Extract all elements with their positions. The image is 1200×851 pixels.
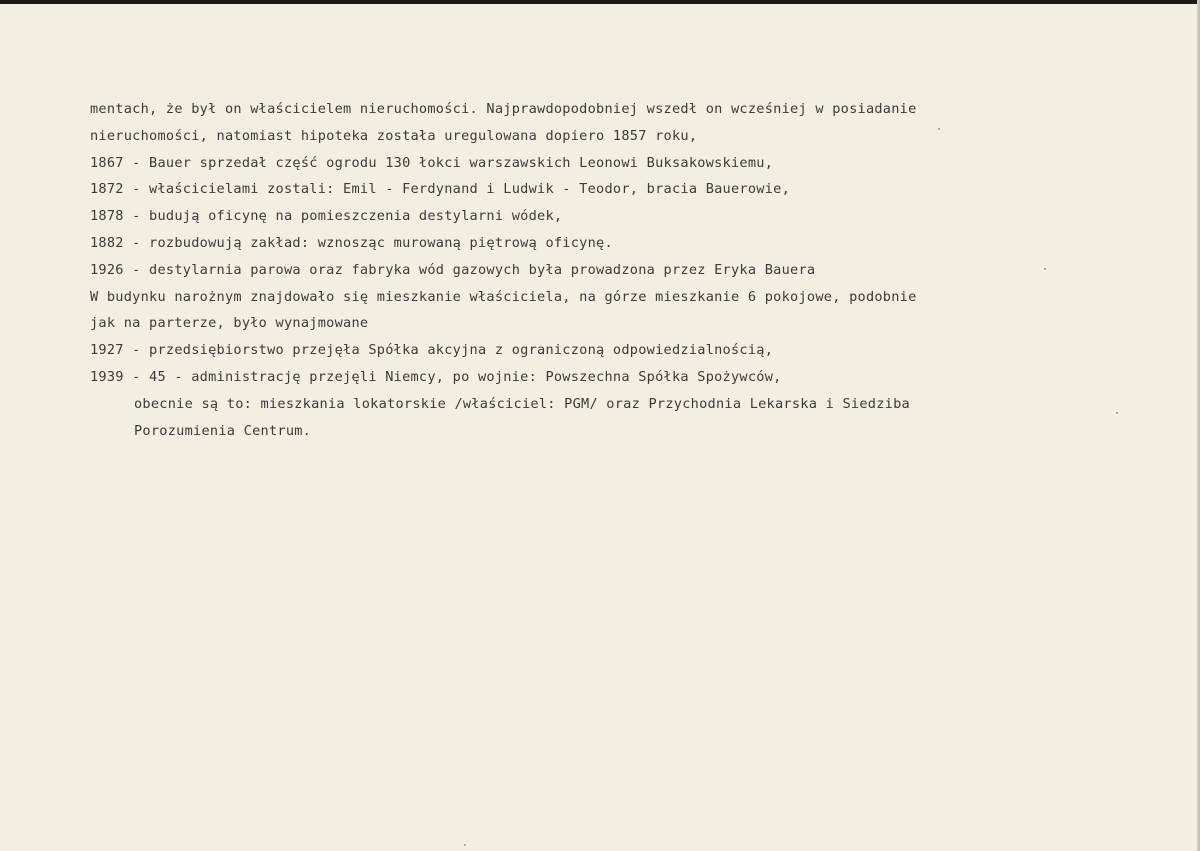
text-line: 1882 - rozbudowują zakład: wznosząc murowaną piętrową oficynę. bbox=[90, 234, 613, 251]
text-line: mentach, że był on właścicielem nieruchomości. Najprawdopodobniej wszedł on wcześniej w posiadanie bbox=[90, 101, 917, 117]
paper-speck bbox=[1044, 268, 1046, 270]
text-line: 1878 - budują oficynę na pomieszczenia destylarni wódek, bbox=[90, 208, 563, 225]
paper-speck bbox=[464, 844, 466, 846]
typewritten-text bbox=[90, 96, 1150, 444]
text-line: 1939 - 45 - administrację przejęli Niemcy, po wojnie: Powszechna Spółka Spożywców, bbox=[90, 368, 782, 385]
text-line: 1926 - destylarnia parowa oraz fabryka wód gazowych była prowadzona przez Eryka Bauera bbox=[90, 261, 816, 278]
text-line-indented: Porozumienia Centrum. bbox=[134, 422, 312, 439]
text-line-indented: obecnie są to: mieszkania lokatorskie /właściciel: PGM/ oraz Przychodnia Lekarska i Siedziba bbox=[134, 395, 910, 412]
text-line: nieruchomości, natomiast hipoteka została uregulowana dopiero 1857 roku, bbox=[90, 127, 698, 144]
text-line: 1872 - właścicielami zostali: Emil - Ferdynand i Ludwik - Teodor, bracia Bauerowie, bbox=[90, 181, 791, 198]
scan-top-edge bbox=[0, 0, 1200, 4]
text-line: 1927 - przedsiębiorstwo przejęła Spółka akcyjna z ograniczoną odpowiedzialnością, bbox=[90, 342, 774, 359]
text-line: W budynku narożnym znajdowało się mieszkanie właściciela, na górze mieszkanie 6 pokojowe, podobnie bbox=[90, 288, 917, 305]
text-line: jak na parterze, było wynajmowane bbox=[90, 315, 369, 332]
text-line: 1867 - Bauer sprzedał część ogrodu 130 łokci warszawskich Leonowi Buksakowskiemu, bbox=[90, 154, 774, 171]
paper-speck bbox=[1116, 412, 1118, 414]
paper-speck bbox=[938, 128, 940, 130]
